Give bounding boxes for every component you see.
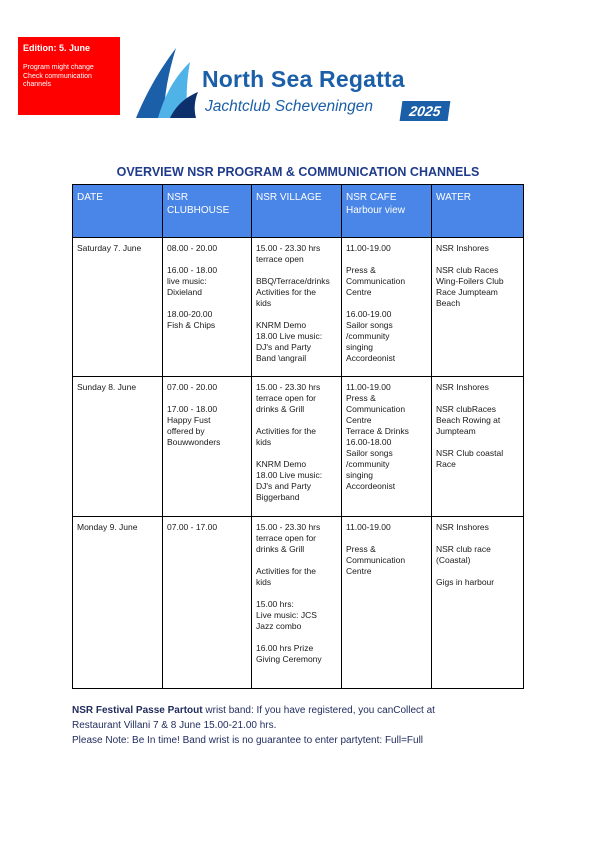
cafe-cell: [342, 517, 432, 689]
water-entry: NSR Inshores: [436, 243, 489, 253]
table-row: [73, 238, 524, 377]
footer-note: [72, 703, 532, 748]
cafe-entry: 11.00-19.00: [346, 243, 391, 253]
clubhouse-entry: 07.00 - 20.00: [167, 382, 218, 392]
table-header-row: [73, 185, 524, 238]
program-table: [72, 184, 524, 689]
date-cell: Monday 9. June: [73, 517, 163, 689]
logo-name: North Sea Regatta: [202, 66, 405, 92]
clubhouse-entry: 17.00 - 18.00 Happy Fust offered by Bouwwonders: [167, 404, 221, 447]
village-entry: 15.00 - 23.30 hrs terrace open: [256, 243, 321, 264]
water-entry: NSR club Races Wing-Foilers Club Race Jumpteam Beach: [436, 265, 504, 308]
village-entry: BBQ/Terrace/drinks Activities for the kids: [256, 276, 330, 308]
footer-line2: Restaurant Villani 7 & 8 June 15.00-21.00 hrs.: [72, 720, 277, 731]
water-cell: [432, 238, 524, 377]
water-entry: NSR Inshores: [436, 522, 489, 532]
village-cell: [252, 517, 342, 689]
header-village: NSR VILLAGE: [252, 185, 342, 238]
clubhouse-entry: 08.00 - 20.00: [167, 243, 218, 253]
table-row: [73, 377, 524, 517]
water-cell: [432, 377, 524, 517]
village-entry: Activities for the kids: [256, 566, 316, 587]
footer-line1: wrist band: If you have registered, you canCollect at: [202, 705, 435, 716]
village-entry: Activities for the kids: [256, 426, 316, 447]
clubhouse-entry: 07.00 - 17.00: [167, 522, 218, 532]
water-entry: NSR Club coastal Race: [436, 448, 504, 469]
cafe-entry: Press & Communication Centre: [346, 265, 406, 297]
edition-notice: [18, 37, 120, 115]
clubhouse-cell: [163, 238, 252, 377]
village-cell: [252, 238, 342, 377]
logo-year-badge: 2025: [400, 101, 451, 121]
page-title: OVERVIEW NSR PROGRAM & COMMUNICATION CHANNELS: [116, 165, 480, 179]
water-cell: [432, 517, 524, 689]
edition-title: Edition: 5. June: [23, 43, 91, 53]
village-entry: 16.00 hrs Prize Giving Ceremony: [256, 643, 322, 664]
date-cell: Sunday 8. June: [73, 377, 163, 517]
clubhouse-entry: 16.00 - 18.00 live music: Dixieland: [167, 265, 218, 297]
village-cell: [252, 377, 342, 517]
cafe-entry: 16.00-19.00 Sailor songs /community singing Accordeonist: [346, 309, 396, 363]
footer-line3: Please Note: Be In time! Band wrist is no guarantee to enter partytent: Full=Full: [72, 735, 424, 746]
water-entry: NSR club race (Coastal): [436, 544, 491, 565]
date-cell: Saturday 7. June: [73, 238, 163, 377]
cafe-entry: 11.00-19.00: [346, 522, 391, 532]
cafe-entry: Press & Communication Centre: [346, 544, 406, 576]
edition-note: Program might change Check communication channels: [23, 64, 94, 88]
sail-icon: [130, 44, 202, 128]
logo-club: Jachtclub Scheveningen: [205, 98, 374, 115]
village-entry: 15.00 hrs: Live music: JCS Jazz combo: [256, 599, 317, 631]
clubhouse-cell: [163, 377, 252, 517]
village-entry: 15.00 - 23.30 hrs terrace open for drinks & Grill: [256, 522, 321, 554]
cafe-cell: [342, 377, 432, 517]
village-entry: 15.00 - 23.30 hrs terrace open for drinks & Grill: [256, 382, 321, 414]
clubhouse-cell: [163, 517, 252, 689]
regatta-logo: [130, 44, 460, 128]
header-date: DATE: [73, 185, 163, 238]
header-clubhouse: NSR CLUBHOUSE: [163, 185, 252, 238]
header-cafe: NSR CAFE Harbour view: [342, 185, 432, 238]
village-entry: KNRM Demo 18.00 Live music: DJ's and Party Band \angrail: [256, 320, 323, 363]
cafe-entry: 11.00-19.00 Press & Communication Centre Terrace & Drinks 16.00-18.00 Sailor songs /community singing Accordeonist: [346, 382, 409, 491]
water-entry: NSR clubRaces Beach Rowing at Jumpteam: [436, 404, 501, 436]
water-entry: NSR Inshores: [436, 382, 489, 392]
clubhouse-entry: 18.00-20.00 Fish & Chips: [167, 309, 216, 330]
table-row: [73, 517, 524, 689]
water-entry: Gigs in harbour: [436, 577, 495, 587]
header-water: WATER: [432, 185, 524, 238]
village-entry: KNRM Demo 18.00 Live music: DJ's and Party Biggerband: [256, 459, 323, 502]
footer-bold: NSR Festival Passe Partout: [72, 705, 203, 716]
cafe-cell: [342, 238, 432, 377]
